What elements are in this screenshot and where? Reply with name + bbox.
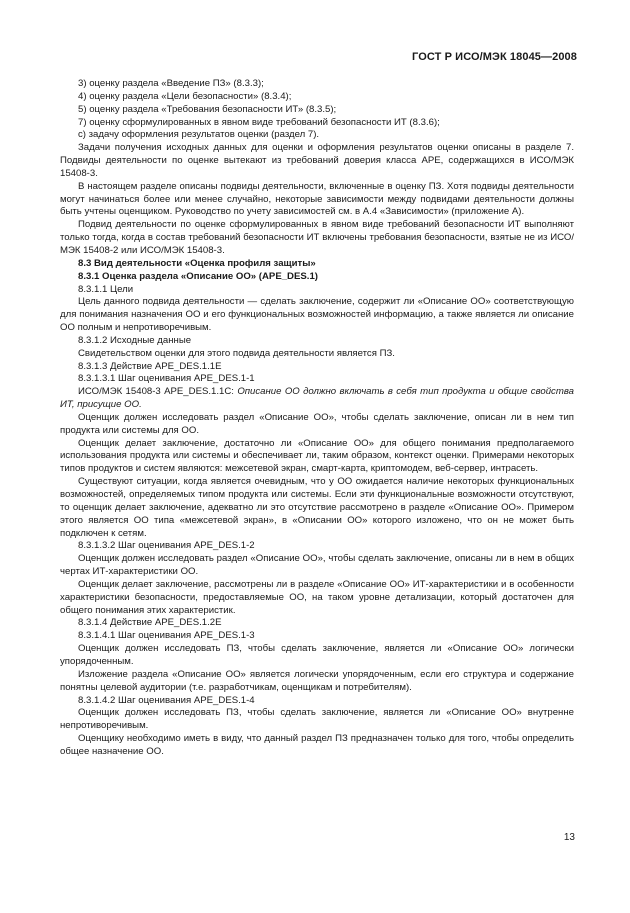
clause-heading: 8.3.1.3.2 Шаг оценивания APE_DES.1-2 (78, 540, 255, 552)
list-item: 5) оценку раздела «Требования безопасности ИТ» (8.3.5); (78, 103, 337, 115)
paragraph: Оценщик должен исследовать ПЗ, чтобы сделать заключение, является ли «Описание ОО» внутренне непротиворечивым. (60, 707, 574, 732)
clause-heading: 8.3.1.4.2 Шаг оценивания APE_DES.1-4 (78, 694, 255, 706)
clause-heading: 8.3.1.3.1 Шаг оценивания APE_DES.1-1 (78, 373, 255, 385)
clause-heading: 8.3.1.3 Действие APE_DES.1.1E (78, 360, 222, 372)
subsection-heading: 8.3.1 Оценка раздела «Описание ОО» (APE_DES.1) (78, 270, 318, 282)
paragraph: В настоящем разделе описаны подвиды деятельности, включенные в оценку ПЗ. Хотя подвиды деятельности могут начинаться более или менее случайно, некоторые зависимости между подвидами деятельности должны быть учтены оценщиком. Руководство по учету зависимостей см. в А.4 «Зависимости» (приложение А). (60, 180, 574, 218)
clause-heading: 8.3.1.4 Действие APE_DES.1.2E (78, 617, 222, 629)
clause-heading: 8.3.1.4.1 Шаг оценивания APE_DES.1-3 (78, 630, 255, 642)
list-item: 7) оценку сформулированных в явном виде требований безопасности ИТ (8.3.6); (78, 116, 440, 128)
paragraph: Свидетельством оценки для этого подвида деятельности является ПЗ. (78, 347, 395, 359)
document-header: ГОСТ Р ИСО/МЭК 18045—2008 (412, 51, 577, 63)
list-item: с) задачу оформления результатов оценки (раздел 7). (78, 129, 320, 141)
paragraph: Оценщик должен исследовать раздел «Описание ОО», чтобы сделать заключение, описан ли в нем тип продукта или системы для ОО. (60, 411, 574, 436)
paragraph: Оценщику необходимо иметь в виду, что данный раздел ПЗ предназначен только для того, чтобы определить общее назначение ОО. (60, 733, 574, 757)
paragraph: Существуют ситуации, когда является очевидным, что у ОО ожидается наличие некоторых функциональных возможностей, определяемых типом продукта или системы. Если эти функциональные возможности отсутствуют, то оценщик делает заключение, адекватно ли это отсутствие рассмотрено в разделе «Описание ОО». Примером этого является ОО типа «межсетевой экран», в «Описании ОО» которого изложено, что он не может быть подключен к сетям. (60, 476, 574, 539)
paragraph: Подвид деятельности по оценке сформулированных в явном виде требований безопасности ИТ выполняют только тогда, когда в состав требований безопасности ИТ включены требования безопасности, взятые не из ИСО/МЭК 15408-2 или ИСО/МЭК 15408-3. (60, 219, 574, 256)
paragraph: Цель данного подвида деятельности — сделать заключение, содержит ли «Описание ОО» соответствующую для понимания назначения ОО и его функциональных возможностей информацию, а также является ли описание ОО полным и непротиворечивым. (60, 296, 574, 334)
document-body (60, 78, 574, 759)
page-number: 13 (563, 832, 575, 843)
paragraph: Задачи получения исходных данных для оценки и оформления результатов оценки описаны в разделе 7. Подвиды деятельности по оценке вытекают из требований доверия класса АРЕ, содержащихся в ИСО/МЭК 15408-3. (60, 142, 574, 179)
paragraph: Оценщик делает заключение, достаточно ли «Описание ОО» для общего понимания предполагаемого использования продукта или системы и обеспечивает ли, таким образом, контекст оценки. Примерами некоторых типов продуктов и систем являются: межсетевой экран, смарт-карта, криптомодем, веб-сервер, интрасеть. (60, 437, 574, 475)
paragraph: Изложение раздела «Описание ОО» является логически упорядоченным, если его структура и содержание понятны целевой аудитории (т.е. разработчикам, оценщикам и потребителям). (60, 668, 574, 693)
paragraph: Оценщик должен исследовать ПЗ, чтобы сделать заключение, является ли «Описание ОО» логически упорядоченным. (60, 643, 574, 667)
section-heading: 8.3 Вид деятельности «Оценка профиля защиты» (78, 257, 316, 269)
clause-heading: 8.3.1.2 Исходные данные (78, 334, 192, 346)
paragraph: Оценщик должен исследовать раздел «Описание ОО», чтобы сделать заключение, описаны ли в нем в общих чертах ИТ-характеристики ОО. (60, 553, 574, 578)
list-item: 4) оценку раздела «Цели безопасности» (8.3.4); (78, 90, 292, 102)
requirement-text: Описание ОО должно включать в себя тип продукта и общие свойства ИТ, присущие ОО. (60, 386, 574, 411)
requirement-paragraph (60, 386, 574, 412)
requirement-ref: ИСО/МЭК 15408-3 APE_DES.1.1C: (78, 386, 234, 398)
paragraph: Оценщик делает заключение, рассмотрены ли в разделе «Описание ОО» ИТ-характеристики и в особенности характеристики безопасности, предоставляемые ОО, на таком уровне детализации, который достаточен для общего понимания этих характеристик. (60, 578, 574, 616)
clause-heading: 8.3.1.1 Цели (78, 283, 134, 295)
list-item: 3) оценку раздела «Введение ПЗ» (8.3.3); (78, 78, 264, 89)
